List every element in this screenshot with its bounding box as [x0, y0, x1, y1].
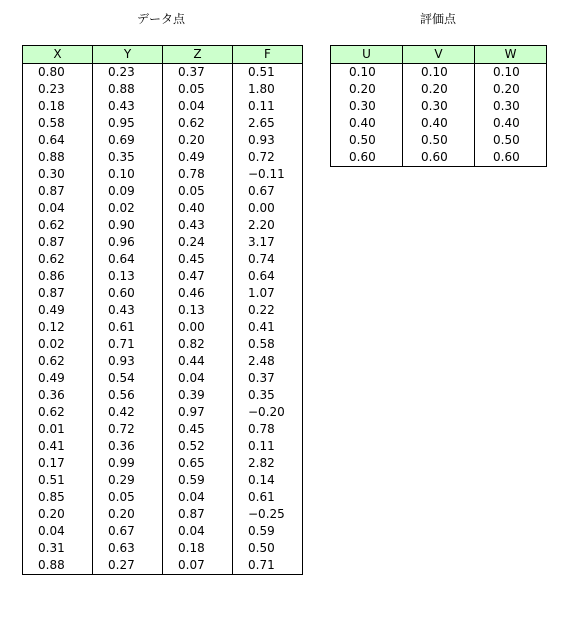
- cell-z[interactable]: 0.78: [163, 166, 233, 183]
- cell-x[interactable]: 0.62: [23, 217, 93, 234]
- cell-y[interactable]: 0.71: [93, 336, 163, 353]
- cell-x[interactable]: 0.49: [23, 370, 93, 387]
- cell-f[interactable]: 0.14: [233, 472, 303, 489]
- header-row: [331, 46, 547, 64]
- cell-f[interactable]: 0.11: [233, 98, 303, 115]
- table-row: [331, 149, 547, 167]
- cell-y[interactable]: 0.60: [93, 285, 163, 302]
- cell-y[interactable]: 0.54: [93, 370, 163, 387]
- cell-y[interactable]: 0.61: [93, 319, 163, 336]
- table-row: [23, 404, 303, 421]
- cell-y[interactable]: 0.13: [93, 268, 163, 285]
- cell-f[interactable]: 0.61: [233, 489, 303, 506]
- cell-f[interactable]: 0.37: [233, 370, 303, 387]
- cell-x[interactable]: 0.58: [23, 115, 93, 132]
- cell-w[interactable]: 0.40: [475, 115, 547, 132]
- cell-y[interactable]: 0.20: [93, 506, 163, 523]
- cell-f[interactable]: 0.22: [233, 302, 303, 319]
- cell-z[interactable]: 0.45: [163, 251, 233, 268]
- cell-x[interactable]: 0.23: [23, 81, 93, 98]
- cell-f[interactable]: −0.25: [233, 506, 303, 523]
- cell-z[interactable]: 0.44: [163, 353, 233, 370]
- cell-y[interactable]: 0.93: [93, 353, 163, 370]
- cell-y[interactable]: 0.64: [93, 251, 163, 268]
- cell-y[interactable]: 0.67: [93, 523, 163, 540]
- column-header-z[interactable]: Z: [163, 46, 233, 64]
- cell-y[interactable]: 0.10: [93, 166, 163, 183]
- table-row: [23, 489, 303, 506]
- table-row: [331, 98, 547, 115]
- cell-z[interactable]: 0.87: [163, 506, 233, 523]
- cell-f[interactable]: 0.74: [233, 251, 303, 268]
- table-row: [23, 217, 303, 234]
- cell-x[interactable]: 0.87: [23, 183, 93, 200]
- cell-f[interactable]: 0.35: [233, 387, 303, 404]
- cell-z[interactable]: 0.04: [163, 370, 233, 387]
- table-row: [331, 81, 547, 98]
- cell-z[interactable]: 0.04: [163, 489, 233, 506]
- cell-f[interactable]: 0.67: [233, 183, 303, 200]
- table-row: [23, 115, 303, 132]
- cell-x[interactable]: 0.88: [23, 149, 93, 166]
- cell-y[interactable]: 0.02: [93, 200, 163, 217]
- header-row: [23, 46, 303, 64]
- table-row: [23, 149, 303, 166]
- table-row: [23, 302, 303, 319]
- cell-x[interactable]: 0.85: [23, 489, 93, 506]
- cell-z[interactable]: 0.59: [163, 472, 233, 489]
- cell-u[interactable]: 0.20: [331, 81, 403, 98]
- cell-f[interactable]: 0.41: [233, 319, 303, 336]
- cell-x[interactable]: 0.18: [23, 98, 93, 115]
- cell-y[interactable]: 0.88: [93, 81, 163, 98]
- table-row: [23, 336, 303, 353]
- table-row: [23, 472, 303, 489]
- cell-f[interactable]: 0.51: [233, 64, 303, 82]
- cell-f[interactable]: 2.82: [233, 455, 303, 472]
- cell-x[interactable]: 0.01: [23, 421, 93, 438]
- cell-y[interactable]: 0.36: [93, 438, 163, 455]
- cell-y[interactable]: 0.35: [93, 149, 163, 166]
- cell-z[interactable]: 0.05: [163, 183, 233, 200]
- cell-z[interactable]: 0.24: [163, 234, 233, 251]
- cell-x[interactable]: 0.36: [23, 387, 93, 404]
- table-row: [23, 132, 303, 149]
- cell-f[interactable]: 0.59: [233, 523, 303, 540]
- table-row: [23, 234, 303, 251]
- cell-f[interactable]: 0.50: [233, 540, 303, 557]
- column-header-f[interactable]: F: [233, 46, 303, 64]
- cell-f[interactable]: 0.93: [233, 132, 303, 149]
- table-row: [331, 115, 547, 132]
- cell-z[interactable]: 0.45: [163, 421, 233, 438]
- cell-v[interactable]: 0.20: [403, 81, 475, 98]
- cell-z[interactable]: 0.46: [163, 285, 233, 302]
- cell-z[interactable]: 0.18: [163, 540, 233, 557]
- cell-x[interactable]: 0.04: [23, 200, 93, 217]
- cell-z[interactable]: 0.49: [163, 149, 233, 166]
- cell-y[interactable]: 0.96: [93, 234, 163, 251]
- cell-x[interactable]: 0.17: [23, 455, 93, 472]
- evaluation-points-body: [331, 64, 547, 167]
- column-header-w[interactable]: W: [475, 46, 547, 64]
- cell-z[interactable]: 0.43: [163, 217, 233, 234]
- table-row: [23, 64, 303, 82]
- cell-z[interactable]: 0.37: [163, 64, 233, 82]
- cell-f[interactable]: −0.11: [233, 166, 303, 183]
- cell-w[interactable]: 0.30: [475, 98, 547, 115]
- cell-z[interactable]: 0.13: [163, 302, 233, 319]
- cell-f[interactable]: 0.00: [233, 200, 303, 217]
- cell-w[interactable]: 0.10: [475, 64, 547, 82]
- cell-z[interactable]: 0.20: [163, 132, 233, 149]
- data-points-title: データ点: [136, 12, 185, 26]
- cell-f[interactable]: 2.65: [233, 115, 303, 132]
- cell-u[interactable]: 0.60: [331, 149, 403, 167]
- cell-x[interactable]: 0.87: [23, 285, 93, 302]
- cell-f[interactable]: 1.80: [233, 81, 303, 98]
- evaluation-points-table: [330, 45, 547, 167]
- cell-z[interactable]: 0.82: [163, 336, 233, 353]
- table-row: [23, 200, 303, 217]
- cell-z[interactable]: 0.52: [163, 438, 233, 455]
- table-row: [23, 251, 303, 268]
- cell-x[interactable]: 0.64: [23, 132, 93, 149]
- cell-x[interactable]: 0.02: [23, 336, 93, 353]
- cell-x[interactable]: 0.62: [23, 251, 93, 268]
- cell-x[interactable]: 0.87: [23, 234, 93, 251]
- column-header-y[interactable]: Y: [93, 46, 163, 64]
- table-row: [23, 455, 303, 472]
- cell-x[interactable]: 0.49: [23, 302, 93, 319]
- table-row: [23, 166, 303, 183]
- cell-y[interactable]: 0.05: [93, 489, 163, 506]
- table-row: [23, 183, 303, 200]
- cell-y[interactable]: 0.99: [93, 455, 163, 472]
- cell-x[interactable]: 0.12: [23, 319, 93, 336]
- table-row: [23, 81, 303, 98]
- cell-z[interactable]: 0.40: [163, 200, 233, 217]
- table-row: [23, 98, 303, 115]
- column-header-v[interactable]: V: [403, 46, 475, 64]
- cell-z[interactable]: 0.47: [163, 268, 233, 285]
- table-row: [23, 438, 303, 455]
- cell-v[interactable]: 0.60: [403, 149, 475, 167]
- table-row: [23, 285, 303, 302]
- data-points-table: [22, 45, 303, 575]
- cell-f[interactable]: 3.17: [233, 234, 303, 251]
- cell-z[interactable]: 0.00: [163, 319, 233, 336]
- table-row: [23, 421, 303, 438]
- cell-z[interactable]: 0.07: [163, 557, 233, 575]
- cell-z[interactable]: 0.65: [163, 455, 233, 472]
- table-row: [23, 540, 303, 557]
- table-row: [23, 353, 303, 370]
- cell-f[interactable]: 1.07: [233, 285, 303, 302]
- cell-f[interactable]: 0.71: [233, 557, 303, 575]
- cell-u[interactable]: 0.30: [331, 98, 403, 115]
- cell-f[interactable]: 0.72: [233, 149, 303, 166]
- cell-y[interactable]: 0.63: [93, 540, 163, 557]
- cell-x[interactable]: 0.80: [23, 64, 93, 82]
- cell-v[interactable]: 0.10: [403, 64, 475, 82]
- cell-x[interactable]: 0.04: [23, 523, 93, 540]
- cell-u[interactable]: 0.10: [331, 64, 403, 82]
- cell-z[interactable]: 0.04: [163, 523, 233, 540]
- cell-y[interactable]: 0.42: [93, 404, 163, 421]
- cell-y[interactable]: 0.95: [93, 115, 163, 132]
- cell-f[interactable]: 0.11: [233, 438, 303, 455]
- cell-w[interactable]: 0.50: [475, 132, 547, 149]
- cell-w[interactable]: 0.20: [475, 81, 547, 98]
- table-row: [23, 557, 303, 575]
- cell-f[interactable]: 0.58: [233, 336, 303, 353]
- cell-z[interactable]: 0.05: [163, 81, 233, 98]
- cell-x[interactable]: 0.86: [23, 268, 93, 285]
- cell-x[interactable]: 0.30: [23, 166, 93, 183]
- column-header-x[interactable]: X: [23, 46, 93, 64]
- cell-z[interactable]: 0.62: [163, 115, 233, 132]
- cell-w[interactable]: 0.60: [475, 149, 547, 167]
- column-header-u[interactable]: U: [331, 46, 403, 64]
- cell-f[interactable]: −0.20: [233, 404, 303, 421]
- cell-y[interactable]: 0.27: [93, 557, 163, 575]
- cell-f[interactable]: 0.78: [233, 421, 303, 438]
- cell-v[interactable]: 0.40: [403, 115, 475, 132]
- table-row: [331, 132, 547, 149]
- cell-x[interactable]: 0.41: [23, 438, 93, 455]
- table-row: [23, 523, 303, 540]
- data-points-body: [23, 64, 303, 575]
- table-row: [23, 370, 303, 387]
- cell-x[interactable]: 0.62: [23, 353, 93, 370]
- cell-y[interactable]: 0.72: [93, 421, 163, 438]
- cell-y[interactable]: 0.43: [93, 302, 163, 319]
- cell-v[interactable]: 0.50: [403, 132, 475, 149]
- table-row: [23, 268, 303, 285]
- cell-y[interactable]: 0.09: [93, 183, 163, 200]
- table-row: [23, 506, 303, 523]
- table-row: [23, 387, 303, 404]
- cell-u[interactable]: 0.50: [331, 132, 403, 149]
- cell-x[interactable]: 0.31: [23, 540, 93, 557]
- table-row: [331, 64, 547, 82]
- cell-x[interactable]: 0.20: [23, 506, 93, 523]
- cell-x[interactable]: 0.88: [23, 557, 93, 575]
- cell-y[interactable]: 0.69: [93, 132, 163, 149]
- cell-y[interactable]: 0.29: [93, 472, 163, 489]
- table-row: [23, 319, 303, 336]
- cell-y[interactable]: 0.90: [93, 217, 163, 234]
- cell-y[interactable]: 0.23: [93, 64, 163, 82]
- cell-z[interactable]: 0.39: [163, 387, 233, 404]
- cell-x[interactable]: 0.51: [23, 472, 93, 489]
- cell-y[interactable]: 0.56: [93, 387, 163, 404]
- cell-v[interactable]: 0.30: [403, 98, 475, 115]
- cell-y[interactable]: 0.43: [93, 98, 163, 115]
- evaluation-points-title: 評価点: [419, 12, 456, 26]
- cell-u[interactable]: 0.40: [331, 115, 403, 132]
- cell-f[interactable]: 0.64: [233, 268, 303, 285]
- cell-z[interactable]: 0.97: [163, 404, 233, 421]
- cell-z[interactable]: 0.04: [163, 98, 233, 115]
- cell-f[interactable]: 2.48: [233, 353, 303, 370]
- cell-x[interactable]: 0.62: [23, 404, 93, 421]
- cell-f[interactable]: 2.20: [233, 217, 303, 234]
